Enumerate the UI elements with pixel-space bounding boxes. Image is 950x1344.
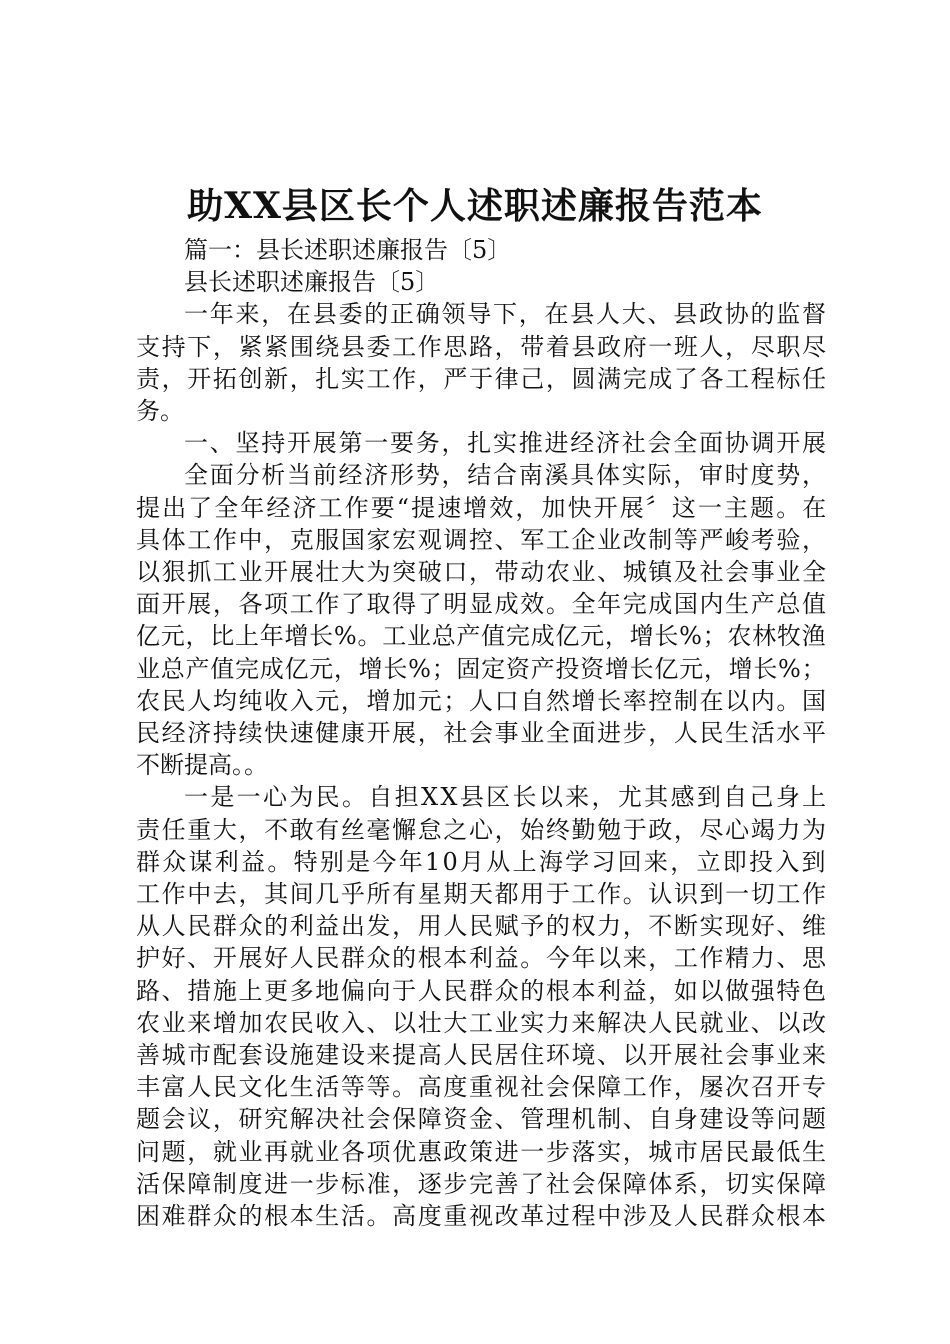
paragraph bbox=[136, 459, 829, 781]
text-line: 责，开拓创新，扎实工作，严于律己，圆满完成了各工程标任 bbox=[136, 364, 828, 393]
paragraph bbox=[136, 427, 826, 459]
text-line: 篇一：县长述职述廉报告〔5〕 bbox=[184, 236, 512, 264]
text-line: 支持下，紧紧围绕县委工作思路，带着县政府一班人，尽职尽 bbox=[136, 332, 828, 361]
text-line: 问题，就业再就业各项优惠政策进一步落实，城市居民最低生 bbox=[136, 1137, 828, 1166]
paragraph bbox=[136, 298, 826, 427]
text-line: 善城市配套设施建设来提高人民居住环境、以开展社会事业来 bbox=[136, 1041, 828, 1070]
text-line: 一是一心为民。自担XX县区长以来，尤其感到自己身上 bbox=[184, 783, 829, 812]
document-title: 助XX县区长个人述职述廉报告范本 bbox=[187, 185, 763, 227]
text-line: 护好、开展好人民群众的根本利益。今年以来，工作精力、思 bbox=[136, 944, 828, 973]
text-line: 业总产值完成亿元，增长%；固定资产投资增长亿元，增长%； bbox=[136, 654, 827, 683]
text-line: 具体工作中，克服国家宏观调控、军工企业改制等严峻考验， bbox=[136, 525, 828, 554]
document-body bbox=[136, 234, 829, 1232]
text-line: 困难群众的根本生活。高度重视改革过程中涉及人民群众根本 bbox=[136, 1202, 828, 1231]
text-line: 县长述职述廉报告〔5〕 bbox=[184, 268, 440, 297]
text-line: 务。 bbox=[136, 397, 184, 426]
text-line: 活保障制度进一步标准，逐步完善了社会保障体系，切实保障 bbox=[136, 1169, 828, 1198]
text-line: 以狠抓工业开展壮大为突破口，带动农业、城镇及社会事业全 bbox=[136, 558, 828, 587]
text-line: 不断提高。。 bbox=[136, 751, 268, 780]
paragraph bbox=[136, 266, 826, 298]
text-line: 全面分析当前经济形势，结合南溪具体实际，审时度势， bbox=[184, 461, 828, 490]
text-line: 农民人均纯收入元，增加元；人口自然增长率控制在以内。国 bbox=[136, 686, 828, 715]
text-line: 农业来增加农民收入、以壮大工业实力来解决人民就业、以改 bbox=[136, 1008, 828, 1037]
paragraph bbox=[136, 781, 829, 1232]
text-line: 群众谋利益。特别是今年10月从上海学习回来，立即投入到 bbox=[136, 847, 828, 876]
text-line: 提出了全年经济工作要“提速增效，加快开展〞这一主题。在 bbox=[136, 493, 829, 522]
text-line: 责任重大，不敢有丝毫懈怠之心，始终勤勉于政，尽心竭力为 bbox=[136, 815, 828, 844]
text-line: 丰富人民文化生活等等。高度重视社会保障工作，屡次召开专 bbox=[136, 1073, 828, 1102]
text-line: 题会议，研究解决社会保障资金、管理机制、自身建设等问题 bbox=[136, 1105, 828, 1134]
text-line: 从人民群众的利益出发，用人民赋予的权力，不断实现好、维 bbox=[136, 912, 828, 941]
paragraph bbox=[136, 234, 826, 266]
text-line: 面开展，各项工作了取得了明显成效。全年完成国内生产总值 bbox=[136, 590, 828, 619]
text-line: 路、措施上更多地偏向于人民群众的根本利益，如以做强特色 bbox=[136, 976, 828, 1005]
text-line: 亿元，比上年增长%。工业总产值完成亿元，增长%；农林牧渔 bbox=[136, 622, 827, 651]
text-line: 一年来，在县委的正确领导下，在县人大、县政协的监督 bbox=[184, 300, 828, 329]
text-line: 一、坚持开展第一要务，扎实推进经济社会全面协调开展 bbox=[184, 429, 828, 458]
text-line: 工作中去，其间几乎所有星期天都用于工作。认识到一切工作 bbox=[136, 880, 828, 909]
text-line: 民经济持续快速健康开展，社会事业全面进步，人民生活水平 bbox=[136, 719, 828, 748]
